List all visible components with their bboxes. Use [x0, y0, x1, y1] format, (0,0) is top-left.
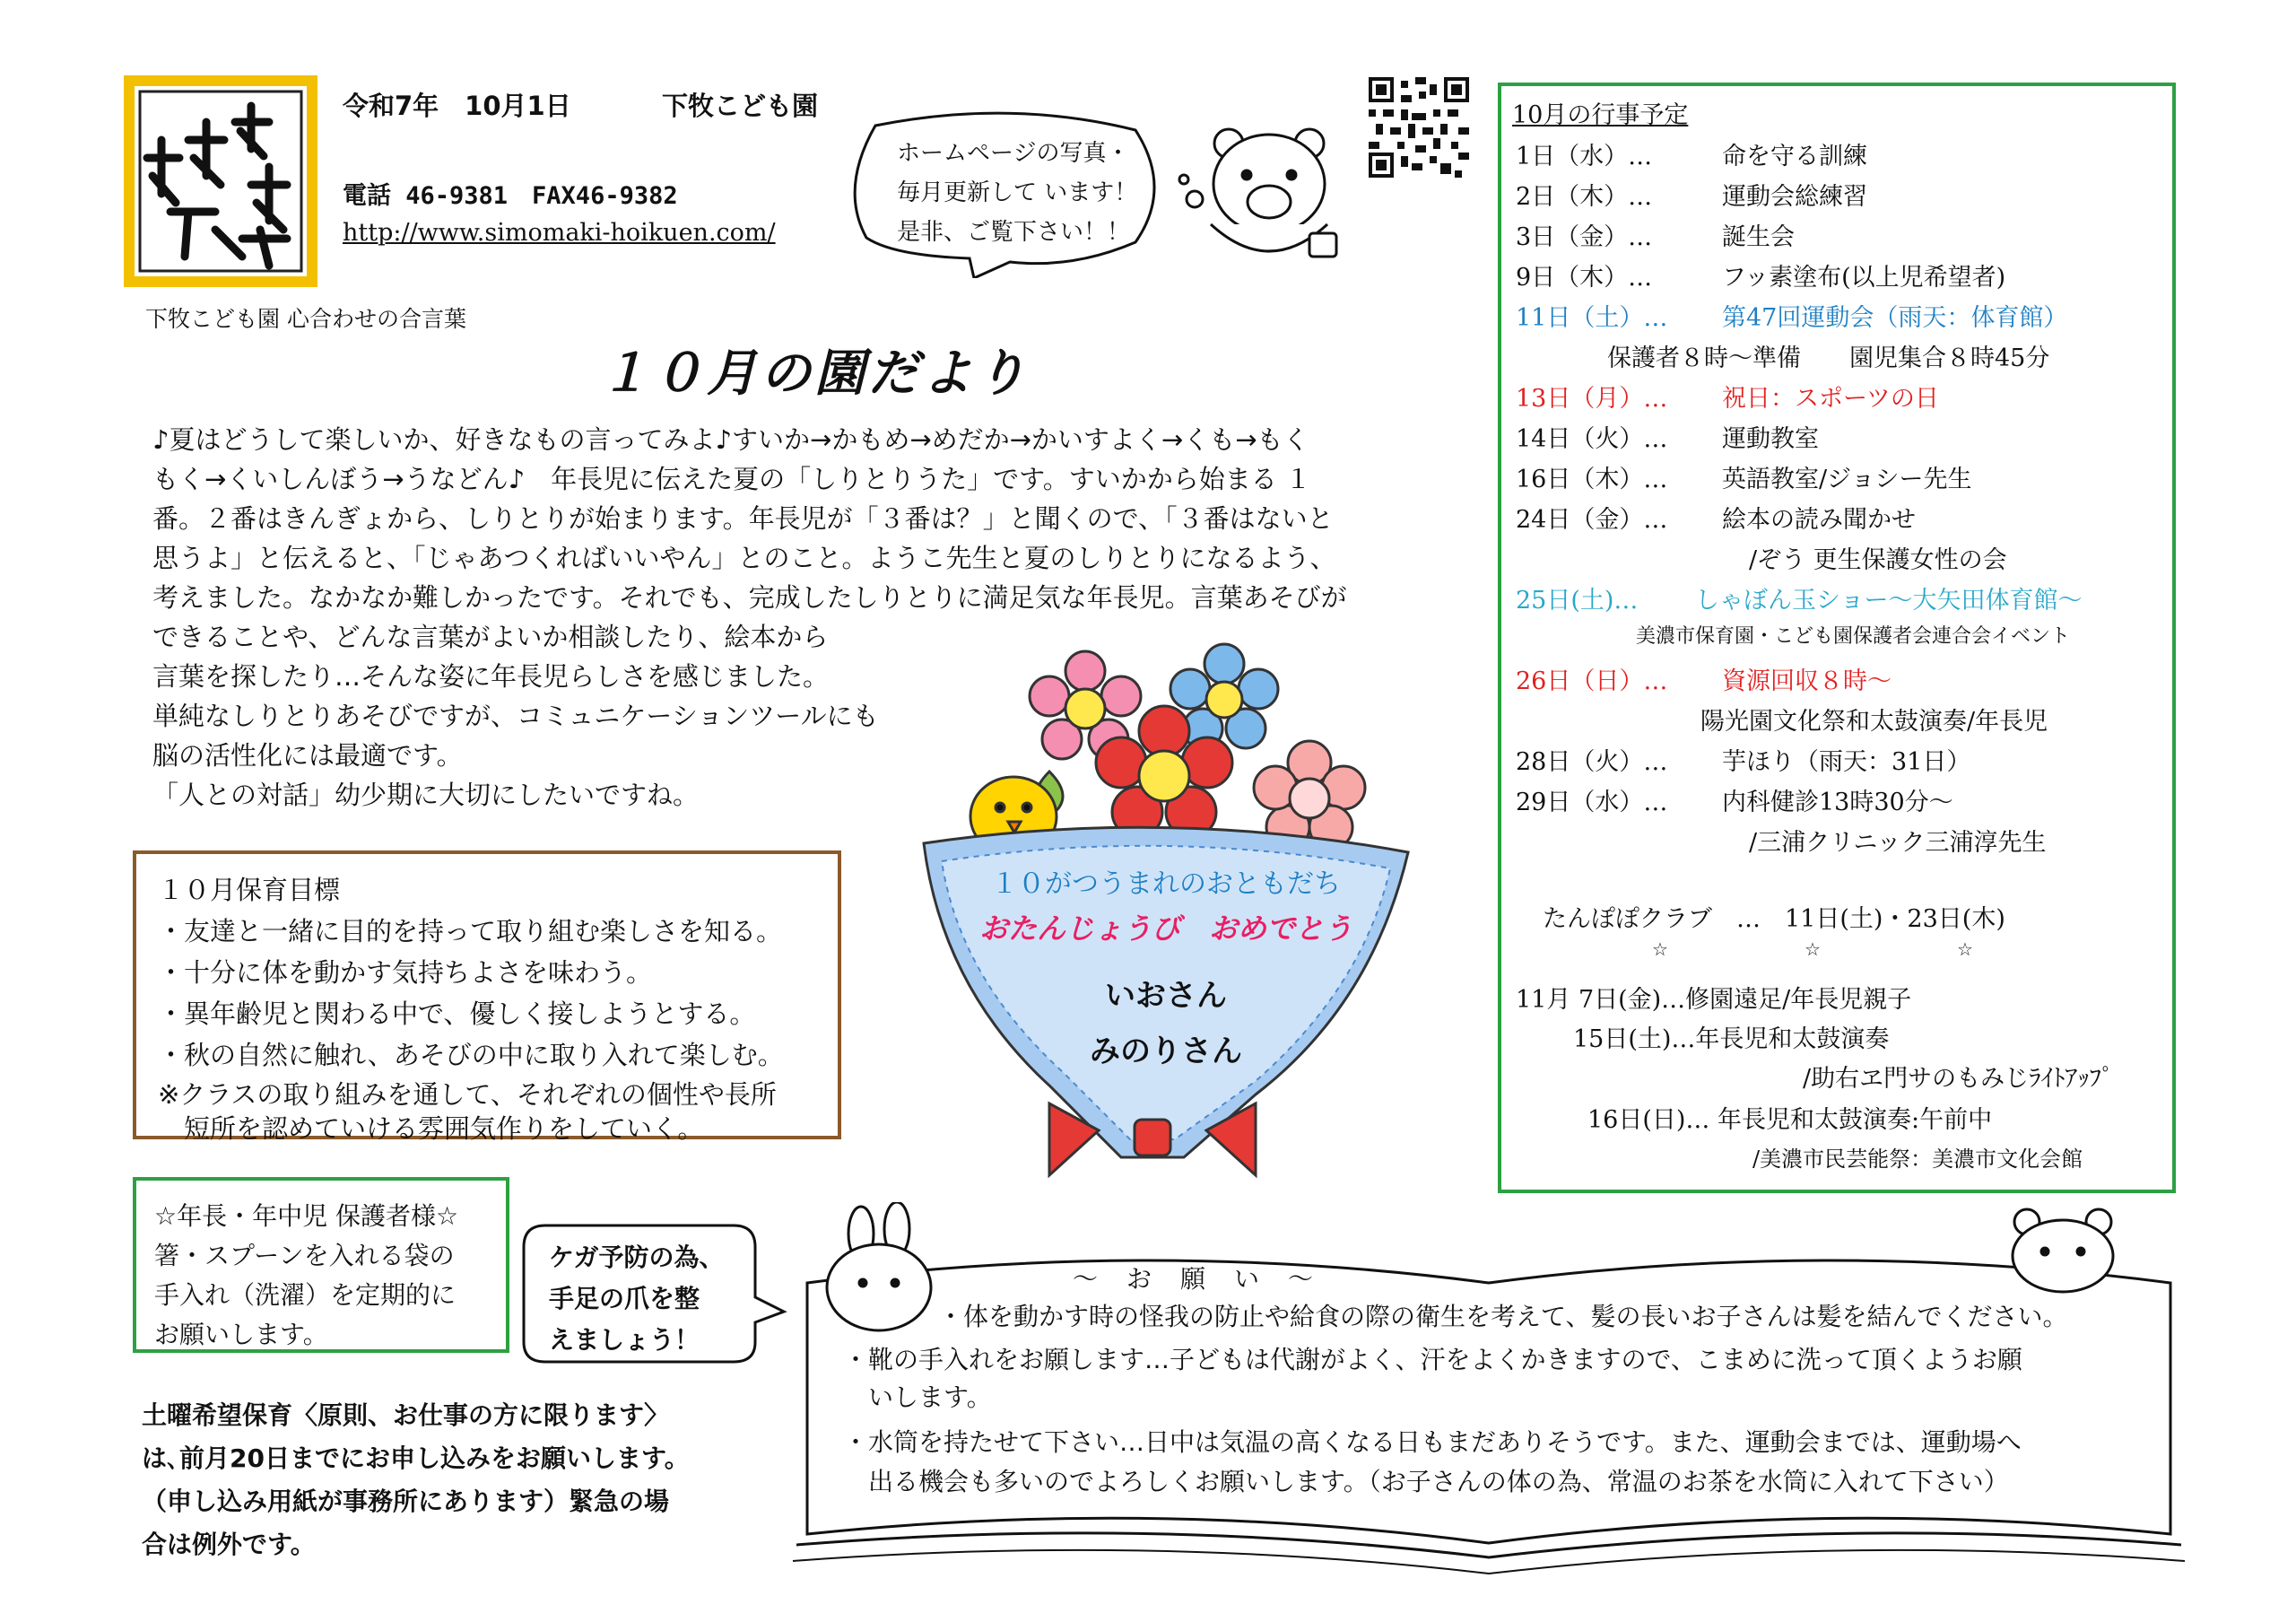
calligraphy-logo-icon [135, 86, 307, 276]
requests-book-banner [789, 1202, 2188, 1579]
event-description: 陽光園文化祭和太鼓演奏/年長児 [1700, 708, 2048, 736]
event-date: 3日（金）… [1516, 223, 1653, 251]
event-description: 命を守る訓練 [1722, 143, 1867, 170]
event-date: 29日（水）… [1516, 789, 1668, 816]
tanpopo-club-line: たんぽぽクラブ … 11日(土)・23日(木) [1543, 905, 2005, 933]
november-event-line: 15日(土)…年長児和太鼓演奏 [1573, 1025, 1890, 1053]
event-date: 16日（木）… [1516, 466, 1668, 493]
saturday-notice-line: 土曜希望保育〈原則、お仕事の方に限ります〉 [142, 1400, 670, 1430]
star-divider: ☆ [1652, 938, 1668, 960]
injury-bubble-line: 手足の爪を整 [549, 1284, 700, 1313]
star-divider: ☆ [1805, 938, 1821, 960]
event-description: 誕生会 [1722, 223, 1795, 251]
event-description: 資源回収８時～ [1722, 667, 1892, 695]
event-description: 絵本の読み聞かせ [1722, 506, 1916, 534]
event-description: 運動教室 [1722, 425, 1819, 453]
body-text-line: 思うよ」と伝えると、「じゃあつくればいいやん」とのこと。ようこ先生と夏のしりとりになるよう、 [152, 543, 1336, 573]
events-title: 10月の行事予定 [1512, 101, 1689, 129]
events-schedule-box [1498, 83, 2176, 1193]
goal-item: ・十分に体を動かす気持ちよさを味わう。 [158, 957, 653, 988]
motto-caption: 下牧こども園 心合わせの合言葉 [145, 306, 466, 332]
bear-blowing-bubbles-icon [1175, 117, 1372, 269]
november-event-line: 16日(日)… 年長児和太鼓演奏:午前中 [1587, 1106, 1993, 1134]
goal-item: ・秋の自然に触れ、あそびの中に取り入れて楽しむ。 [158, 1040, 784, 1070]
body-text-line: 脳の活性化には最適です。 [152, 740, 463, 771]
homepage-bubble-line: ホームページの写真・ [897, 140, 1130, 167]
contact-phone: 電話 46-9381 FAX46-9382 [343, 182, 678, 210]
issue-date: 令和7年 10月1日 [343, 91, 571, 121]
website-link[interactable]: http://www.simomaki-hoikuen.com/ [343, 219, 776, 247]
event-date: 28日（火）… [1516, 748, 1668, 776]
birthday-subtitle: １０がつうまれのおともだち [991, 868, 1341, 900]
qr-code-icon[interactable] [1369, 77, 1469, 178]
event-date: 1日（水）… [1516, 143, 1653, 170]
goal-item: ・異年齢児と関わる中で、優しく接しようとする。 [158, 998, 756, 1029]
goal-item: ・友達と一緒に目的を持って取り組む楽しさを知る。 [158, 916, 783, 946]
school-name: 下牧こども園 [662, 91, 819, 121]
parents-notice-line: 手入れ（洗濯）を定期的に [154, 1280, 457, 1310]
request-line: 出る機会も多いのでよろしくお願いします。（お子さんの体の為、常温のお茶を水筒に入れて下さい） [843, 1467, 2009, 1496]
body-text-line: 単純なしりとりあそびですが、コミュニケーションツールにも [152, 701, 879, 731]
parents-notice-box [133, 1177, 509, 1353]
injury-bubble-line: えましょう！ [549, 1325, 700, 1355]
parents-notice-line: お願いします。 [154, 1320, 328, 1349]
body-text-line: もく→くいしんぼう→うなどん♪ 年長児に伝えた夏の「しりとりうた」です。すいかから始まる １ [152, 464, 1312, 494]
goals-title: １０月保育目標 [158, 875, 341, 905]
homepage-bubble-line: 是非、ご覧下さい！！ [897, 219, 1131, 246]
event-description: 内科健診13時30分～ [1722, 789, 1953, 816]
event-description: しゃぼん玉ショー～大矢田体育館～ [1695, 587, 2083, 615]
birthday-greeting: おたんじょうび おめでとう [978, 911, 1352, 946]
saturday-notice-line: 合は例外です。 [142, 1530, 316, 1559]
november-event-line: /美濃市民芸能祭：美濃市文化会館 [1752, 1147, 2083, 1172]
page-title: １０月の園だより [599, 344, 1030, 403]
event-description: 英語教室/ジョシー先生 [1722, 466, 1972, 493]
event-date: 26日（日）… [1516, 667, 1668, 695]
goal-item: 短所を認めていける雰囲気作りをしていく。 [158, 1113, 704, 1144]
event-date: 13日（月）… [1516, 385, 1668, 413]
event-description: /ぞう 更生保護女性の会 [1749, 546, 2007, 574]
goal-item: ※クラスの取り組みを通して、それぞれの個性や長所 [158, 1079, 777, 1110]
request-line: ・靴の手入れをお願します…子どもは代謝がよく、汗をよくかきますので、こまめに洗って頂くようお願 [843, 1345, 2022, 1374]
body-text-line: 言葉を探したり…そんな姿に年長児らしさを感じました。 [152, 661, 830, 692]
event-date: 14日（火）… [1516, 425, 1668, 453]
monthly-goals-box [133, 850, 841, 1144]
event-description: 運動会総練習 [1722, 183, 1867, 211]
event-date: 25日(土)… [1516, 587, 1639, 615]
birthday-child-name: みのりさん [1090, 1033, 1242, 1069]
november-event-line: 11月 7日(金)…修園遠足/年長児親子 [1516, 986, 1912, 1014]
event-description: /三浦クリニック三浦淳先生 [1749, 829, 2047, 857]
requests-title: ～ お 願 い ～ [1073, 1264, 1316, 1294]
event-date: 2日（木）… [1516, 183, 1653, 211]
saturday-notice-line: （申し込み用紙が事務所にあります）緊急の場 [142, 1487, 670, 1516]
event-description: 保護者８時～準備 園児集合８時45分 [1607, 344, 2050, 372]
event-date: 11日（土）… [1516, 304, 1668, 332]
body-text-line: ♪夏はどうして楽しいか、好きなもの言ってみよ♪すいか→かもめ→めだか→かいすよく→くも→もく [152, 424, 1309, 455]
request-line: ・水筒を持たせて下さい…日中は気温の高くなる日もまだありそうです。また、運動会までは、運動場へ [843, 1427, 2022, 1457]
request-line: いします。 [843, 1382, 992, 1412]
body-text-line: 「人との対話」幼少期に大切にしたいですね。 [152, 780, 700, 810]
homepage-bubble-line: 毎月更新して います！ [897, 179, 1138, 206]
november-event-line: /助右ヱ門サのもみじﾗｲﾄｱｯﾌﾟ [1803, 1065, 2114, 1093]
body-text-line: できることや、どんな言葉がよいか相談したり、絵本から [152, 622, 829, 652]
injury-bubble-line: ケガ予防の為、 [549, 1243, 725, 1272]
event-description: 祝日：スポーツの日 [1722, 385, 1939, 413]
request-line: ・体を動かす時の怪我の防止や給食の際の衛生を考えて、髪の長いお子さんは髪を結んでください。 [938, 1302, 2068, 1331]
birthday-child-name: いおさん [1105, 978, 1227, 1014]
event-description: 芋ほり（雨天：31日） [1722, 748, 1971, 776]
event-description: 第47回運動会（雨天：体育館） [1722, 304, 2068, 332]
parents-notice-line: 箸・スプーンを入れる袋の [154, 1241, 455, 1270]
body-text-line: 番。２番はきんぎょから、しりとりが始まります。年長児が「３番は？」と聞くので、「３番はないと [152, 503, 1334, 534]
saturday-notice-line: は､前月20日までにお申し込みをお願いします。 [142, 1443, 690, 1473]
event-description: フッ素塗布(以上児希望者) [1722, 264, 2006, 292]
body-text-line: 考えました。なかなか難しかったです。それでも、完成したしりとりに満足気な年長児。言葉あそびが [152, 582, 1347, 613]
event-description: 美濃市保育園・こども園保護者会連合会イベント [1636, 625, 2071, 648]
star-divider: ☆ [1957, 938, 1973, 960]
school-logo [124, 75, 317, 287]
parents-notice-line: ☆年長・年中児 保護者様☆ [154, 1201, 459, 1231]
event-date: 24日（金）… [1516, 506, 1668, 534]
event-date: 9日（木）… [1516, 264, 1653, 292]
